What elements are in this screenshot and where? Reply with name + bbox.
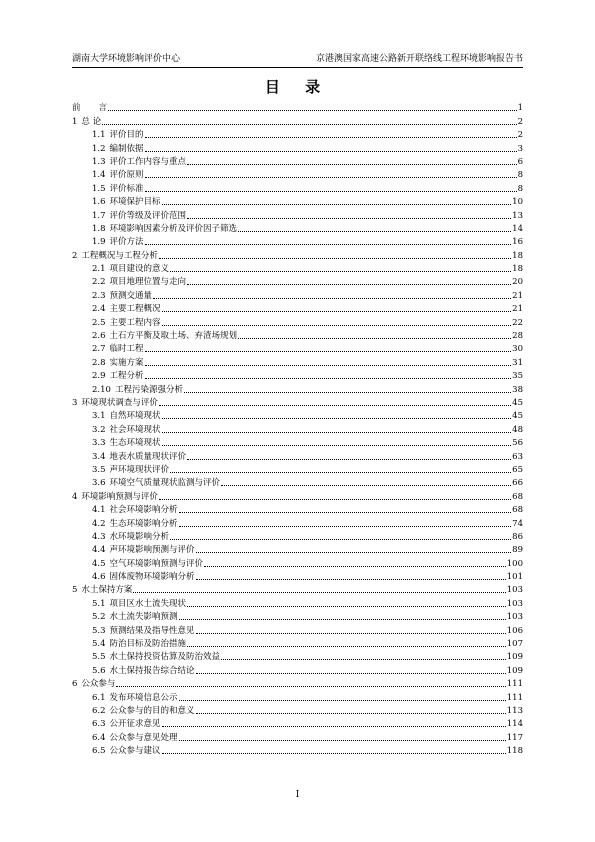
toc-section-entry[interactable] [72, 127, 523, 140]
toc-entry-title: 环境现状调查与评价 [81, 397, 158, 408]
toc-entry-title: 发布环境信息公示 [109, 692, 178, 703]
toc-section-entry[interactable] [72, 368, 523, 381]
toc-dot-leader [179, 699, 506, 701]
toc-entry-page: 106 [506, 625, 523, 636]
toc-entry-number: 1 [72, 116, 78, 127]
toc-dot-leader [159, 498, 511, 500]
toc-dot-leader [153, 297, 511, 299]
toc-entry-number: 2.1 [92, 264, 106, 275]
toc-entry-page: 48 [512, 424, 523, 435]
toc-entry-number: 3.5 [92, 464, 106, 475]
toc-section-entry[interactable] [72, 729, 523, 742]
toc-entry-number: 4.2 [92, 518, 106, 529]
toc-dot-leader [187, 163, 517, 165]
toc-entry-page: 113 [506, 705, 523, 716]
toc-entry-title: 固体废物环境影响分析 [109, 572, 195, 583]
toc-dot-leader [196, 632, 506, 634]
toc-entry-page: 35 [512, 371, 523, 382]
toc-entry-number: 5.3 [92, 625, 106, 636]
toc-section-entry[interactable] [72, 502, 523, 515]
toc-entry-page: 103 [506, 585, 523, 596]
toc-entry-number: 4 [72, 491, 78, 502]
page-title: 目 录 [264, 78, 331, 96]
toc-entry-number: 1.6 [92, 197, 106, 208]
toc-entry-title: 项目区水土流失现状 [109, 598, 187, 609]
toc-entry-number: 4.1 [92, 505, 106, 516]
toc-dot-leader [187, 283, 511, 285]
toc-entry-page: 66 [512, 478, 523, 489]
toc-section-entry[interactable] [72, 435, 523, 448]
toc-entry-title: 公众参与意见处理 [109, 732, 178, 743]
toc-entry-page: 3 [517, 143, 523, 154]
toc-entry-number: 3 [72, 397, 78, 408]
header-left-text: 湖南大学环境影响评价中心 [72, 54, 181, 64]
toc-entry-number: 3.3 [92, 438, 106, 449]
toc-entry-page: 31 [512, 357, 523, 368]
toc-entry-title: 社会环境影响分析 [109, 505, 178, 516]
toc-entry-number: 6.2 [92, 705, 106, 716]
toc-entry-number: 2.10 [92, 384, 111, 395]
toc-entry-page: 8 [517, 170, 523, 181]
toc-entry-title: 项目建设的意义 [109, 264, 170, 275]
toc-dot-leader [179, 511, 512, 513]
toc-entry-number: 前 [72, 103, 81, 114]
toc-entry-title: 环境影响因素分析及评价因子筛选 [109, 223, 238, 234]
toc-section-entry[interactable] [72, 743, 523, 756]
toc-section-entry[interactable] [72, 689, 523, 702]
toc-entry-page: 45 [512, 411, 523, 422]
toc-entry-title: 水土保持方案 [81, 585, 133, 596]
toc-dot-leader [162, 725, 506, 727]
toc-entry-number: 6.3 [92, 719, 106, 730]
toc-entry-number: 3.1 [92, 411, 106, 422]
toc-entry-number: 5.4 [92, 639, 106, 650]
toc-entry-number: 4.3 [92, 531, 106, 542]
toc-dot-leader [162, 203, 512, 205]
toc-entry-title: 评价标准 [109, 183, 144, 194]
toc-dot-leader [196, 578, 506, 580]
toc-dot-leader [170, 270, 511, 272]
toc-dot-leader [238, 230, 511, 232]
toc-dot-leader [145, 176, 517, 178]
toc-entry-title: 实施方案 [109, 357, 144, 368]
toc-entry-title: 评价目的 [109, 130, 144, 141]
toc-entry-number: 5 [72, 585, 78, 596]
toc-entry-number: 6.4 [92, 732, 106, 743]
toc-entry-title: 土石方平衡及取土场、弃渣场规划 [109, 331, 238, 342]
toc-entry-title: 公众参与 [81, 679, 116, 690]
toc-entry-number: 3.6 [92, 478, 106, 489]
toc-dot-leader [196, 551, 512, 553]
toc-section-entry[interactable] [72, 475, 523, 488]
toc-entry-number: 1.2 [92, 143, 106, 154]
toc-entry-title: 主要工程概况 [109, 304, 161, 315]
toc-entry-title: 工程污染源强分析 [114, 384, 183, 395]
toc-entry-number: 2.9 [92, 371, 106, 382]
table-of-contents [72, 100, 523, 756]
toc-entry-page: 100 [506, 558, 523, 569]
page-number: I [295, 790, 300, 800]
toc-dot-leader [187, 458, 511, 460]
toc-section-entry[interactable] [72, 622, 523, 635]
toc-entry-page: 38 [512, 384, 523, 395]
toc-entry-number: 2.4 [92, 304, 106, 315]
toc-entry-title: 预测交通量 [109, 290, 153, 301]
toc-section-entry[interactable] [72, 301, 523, 314]
toc-dot-leader [145, 136, 517, 138]
toc-entry-number: 1.9 [92, 237, 106, 248]
toc-entry-page: 28 [512, 331, 523, 342]
page-header [72, 54, 523, 68]
toc-dot-leader [179, 525, 512, 527]
toc-entry-page: 14 [512, 223, 523, 234]
toc-entry-title: 水土保持报告综合结论 [109, 665, 195, 676]
toc-entry-number: 4.5 [92, 558, 106, 569]
toc-section-entry[interactable] [72, 167, 523, 180]
toc-dot-leader [145, 150, 517, 152]
toc-dot-leader [162, 324, 512, 326]
toc-entry-page: 18 [512, 264, 523, 275]
toc-entry-page: 45 [512, 397, 523, 408]
toc-entry-title: 工程概况与工程分析 [81, 250, 158, 261]
toc-dot-leader [159, 257, 511, 259]
toc-dot-leader [184, 391, 511, 393]
toc-section-entry[interactable] [72, 595, 523, 608]
toc-entry-title: 空气环境影响预测与评价 [109, 558, 204, 569]
toc-section-entry[interactable] [72, 314, 523, 327]
toc-entry-page: 118 [506, 746, 523, 757]
toc-dot-leader [108, 109, 517, 111]
toc-entry-number: 2.7 [92, 344, 106, 355]
toc-entry-title: 项目地理位置与走向 [109, 277, 187, 288]
toc-entry-number: 5.2 [92, 612, 106, 623]
toc-entry-title: 临时工程 [109, 344, 144, 355]
toc-dot-leader [238, 337, 511, 339]
toc-entry-title: 评价方法 [109, 237, 144, 248]
toc-entry-title: 水环境影响分析 [109, 531, 170, 542]
toc-section-entry[interactable] [72, 154, 523, 167]
toc-entry-page: 1 [517, 103, 523, 114]
toc-dot-leader [145, 243, 512, 245]
toc-entry-page: 117 [506, 732, 523, 743]
toc-entry-title: 声环境现状评价 [109, 464, 170, 475]
toc-section-entry[interactable] [72, 234, 523, 247]
toc-entry-page: 109 [506, 665, 523, 676]
toc-entry-title: 环境保护目标 [109, 197, 161, 208]
toc-entry-number: 4.6 [92, 572, 106, 583]
toc-entry-page: 22 [512, 317, 523, 328]
toc-entry-page: 107 [506, 639, 523, 650]
toc-entry-title: 评价等级及评价范围 [109, 210, 187, 221]
toc-dot-leader [159, 404, 511, 406]
toc-entry-number: 2.6 [92, 331, 106, 342]
toc-entry-page: 63 [512, 451, 523, 462]
toc-entry-title: 言 [98, 103, 108, 114]
toc-entry-title: 声环境影响预测与评价 [109, 545, 195, 556]
toc-section-entry[interactable] [72, 662, 523, 675]
toc-entry-number: 2 [72, 250, 78, 261]
toc-dot-leader [162, 444, 512, 446]
toc-section-entry[interactable] [72, 408, 523, 421]
toc-entry-page: 101 [506, 572, 523, 583]
toc-chapter-entry[interactable] [72, 676, 523, 689]
toc-entry-page: 20 [512, 277, 523, 288]
toc-entry-number: 2.2 [92, 277, 106, 288]
toc-entry-title: 防治目标及防治措施 [109, 639, 187, 650]
toc-entry-number: 6.1 [92, 692, 106, 703]
toc-entry-title: 环境空气质量现状监测与评价 [109, 478, 221, 489]
toc-entry-number: 5.5 [92, 652, 106, 663]
toc-entry-page: 109 [506, 652, 523, 663]
toc-section-entry[interactable] [72, 515, 523, 528]
toc-entry-page: 2 [517, 130, 523, 141]
toc-entry-page: 6 [517, 156, 523, 167]
toc-entry-title: 主要工程内容 [109, 317, 161, 328]
toc-chapter-entry[interactable] [72, 582, 523, 595]
toc-entry-number: 2.5 [92, 317, 106, 328]
toc-entry-page: 68 [512, 491, 523, 502]
toc-dot-leader [221, 658, 506, 660]
toc-section-entry[interactable] [72, 421, 523, 434]
toc-dot-leader [196, 712, 506, 714]
toc-entry-number: 1.1 [92, 130, 106, 141]
toc-dot-leader [162, 431, 512, 433]
toc-entry-number: 1.8 [92, 223, 106, 234]
toc-dot-leader [179, 739, 506, 741]
toc-section-entry[interactable] [72, 221, 523, 234]
toc-entry-title: 水土流失影响预测 [109, 612, 178, 623]
toc-section-entry[interactable] [72, 703, 523, 716]
toc-entry-number: 5.6 [92, 665, 106, 676]
toc-entry-page: 114 [506, 719, 523, 730]
toc-dot-leader [145, 190, 517, 192]
toc-section-entry[interactable] [72, 555, 523, 568]
toc-dot-leader [179, 618, 506, 620]
toc-entry-page: 65 [512, 464, 523, 475]
toc-entry-title: 预测结果及指导性意见 [109, 625, 195, 636]
toc-entry-number: 3.2 [92, 424, 106, 435]
toc-chapter-entry[interactable] [72, 247, 523, 260]
toc-dot-leader [162, 310, 512, 312]
toc-dot-leader [221, 484, 511, 486]
toc-section-entry[interactable] [72, 341, 523, 354]
toc-entry-number: 2.8 [92, 357, 106, 368]
toc-entry-title: 生态环境现状 [109, 438, 161, 449]
toc-entry-page: 21 [512, 290, 523, 301]
toc-entry-page: 30 [512, 344, 523, 355]
toc-entry-page: 21 [512, 304, 523, 315]
toc-dot-leader [187, 217, 511, 219]
toc-dot-leader [204, 565, 506, 567]
toc-dot-leader [170, 471, 511, 473]
toc-entry-title: 环境影响预测与评价 [81, 491, 158, 502]
toc-entry-number: 1.3 [92, 156, 106, 167]
toc-section-entry[interactable] [72, 328, 523, 341]
toc-section-entry[interactable] [72, 636, 523, 649]
toc-entry-page: 68 [512, 505, 523, 516]
toc-entry-title: 地表水质量现状评价 [109, 451, 187, 462]
toc-entry-title: 公众参与建议 [109, 746, 161, 757]
toc-section-entry[interactable] [72, 207, 523, 220]
toc-dot-leader [145, 350, 512, 352]
header-right-text: 京港澳国家高速公路新开联络线工程环境影响报告书 [315, 54, 523, 64]
toc-entry-title: 公众参与的目的和意义 [109, 705, 195, 716]
toc-section-entry[interactable] [72, 354, 523, 367]
toc-entry-title: 公开征求意见 [109, 719, 161, 730]
toc-entry-number: 6 [72, 679, 78, 690]
toc-entry-title: 自然环境现状 [109, 411, 161, 422]
toc-entry-page: 111 [506, 692, 523, 703]
toc-section-entry[interactable] [72, 180, 523, 193]
toc-entry-page: 18 [512, 250, 523, 261]
toc-entry-title: 编制依据 [109, 143, 144, 154]
header-divider [72, 67, 523, 68]
toc-entry-page: 16 [512, 237, 523, 248]
toc-dot-leader [145, 377, 512, 379]
toc-section-entry[interactable] [72, 381, 523, 394]
toc-entry-title: 总 论 [81, 116, 102, 127]
toc-dot-leader [196, 672, 506, 674]
toc-chapter-entry[interactable] [72, 488, 523, 501]
toc-entry-page: 13 [512, 210, 523, 221]
toc-section-entry[interactable] [72, 569, 523, 582]
toc-entry-number: 1.5 [92, 183, 106, 194]
toc-entry-page: 2 [517, 116, 523, 127]
toc-entry-page: 103 [506, 612, 523, 623]
toc-chapter-entry[interactable] [72, 395, 523, 408]
toc-section-entry[interactable] [72, 609, 523, 622]
toc-entry-number: 1.7 [92, 210, 106, 221]
toc-dot-leader [162, 752, 506, 754]
toc-section-entry[interactable] [72, 261, 523, 274]
toc-chapter-entry[interactable] [72, 113, 523, 126]
toc-entry-page: 10 [512, 197, 523, 208]
toc-entry-title: 水土保持投资估算及防治效益 [109, 652, 221, 663]
toc-entry-number: 2.3 [92, 290, 106, 301]
toc-section-entry[interactable] [72, 529, 523, 542]
toc-entry-number: 1.4 [92, 170, 106, 181]
toc-dot-leader [162, 417, 512, 419]
toc-entry-number: 3.4 [92, 451, 106, 462]
toc-dot-leader [133, 591, 505, 593]
toc-chapter-entry[interactable] [72, 100, 523, 113]
toc-entry-number: 4.4 [92, 545, 106, 556]
toc-entry-title: 工程分析 [109, 371, 144, 382]
toc-section-entry[interactable] [72, 448, 523, 461]
toc-section-entry[interactable] [72, 194, 523, 207]
toc-entry-title: 社会环境现状 [109, 424, 161, 435]
toc-entry-page: 74 [512, 518, 523, 529]
toc-entry-title: 评价原则 [109, 170, 144, 181]
toc-section-entry[interactable] [72, 462, 523, 475]
toc-entry-page: 56 [512, 438, 523, 449]
toc-section-entry[interactable] [72, 649, 523, 662]
toc-section-entry[interactable] [72, 140, 523, 153]
toc-dot-leader [102, 123, 516, 125]
toc-dot-leader [116, 685, 505, 687]
toc-entry-page: 86 [512, 531, 523, 542]
toc-entry-number: 5.1 [92, 598, 106, 609]
toc-entry-page: 111 [506, 679, 523, 690]
toc-section-entry[interactable] [72, 274, 523, 287]
toc-entry-page: 8 [517, 183, 523, 194]
toc-entry-number: 6.5 [92, 746, 106, 757]
toc-section-entry[interactable] [72, 287, 523, 300]
toc-entry-title: 生态环境影响分析 [109, 518, 178, 529]
toc-dot-leader [187, 605, 506, 607]
toc-dot-leader [187, 645, 506, 647]
toc-entry-page: 89 [512, 545, 523, 556]
toc-entry-page: 103 [506, 598, 523, 609]
toc-section-entry[interactable] [72, 716, 523, 729]
toc-dot-leader [145, 364, 512, 366]
toc-section-entry[interactable] [72, 542, 523, 555]
toc-entry-title: 评价工作内容与重点 [109, 156, 187, 167]
toc-dot-leader [170, 538, 511, 540]
